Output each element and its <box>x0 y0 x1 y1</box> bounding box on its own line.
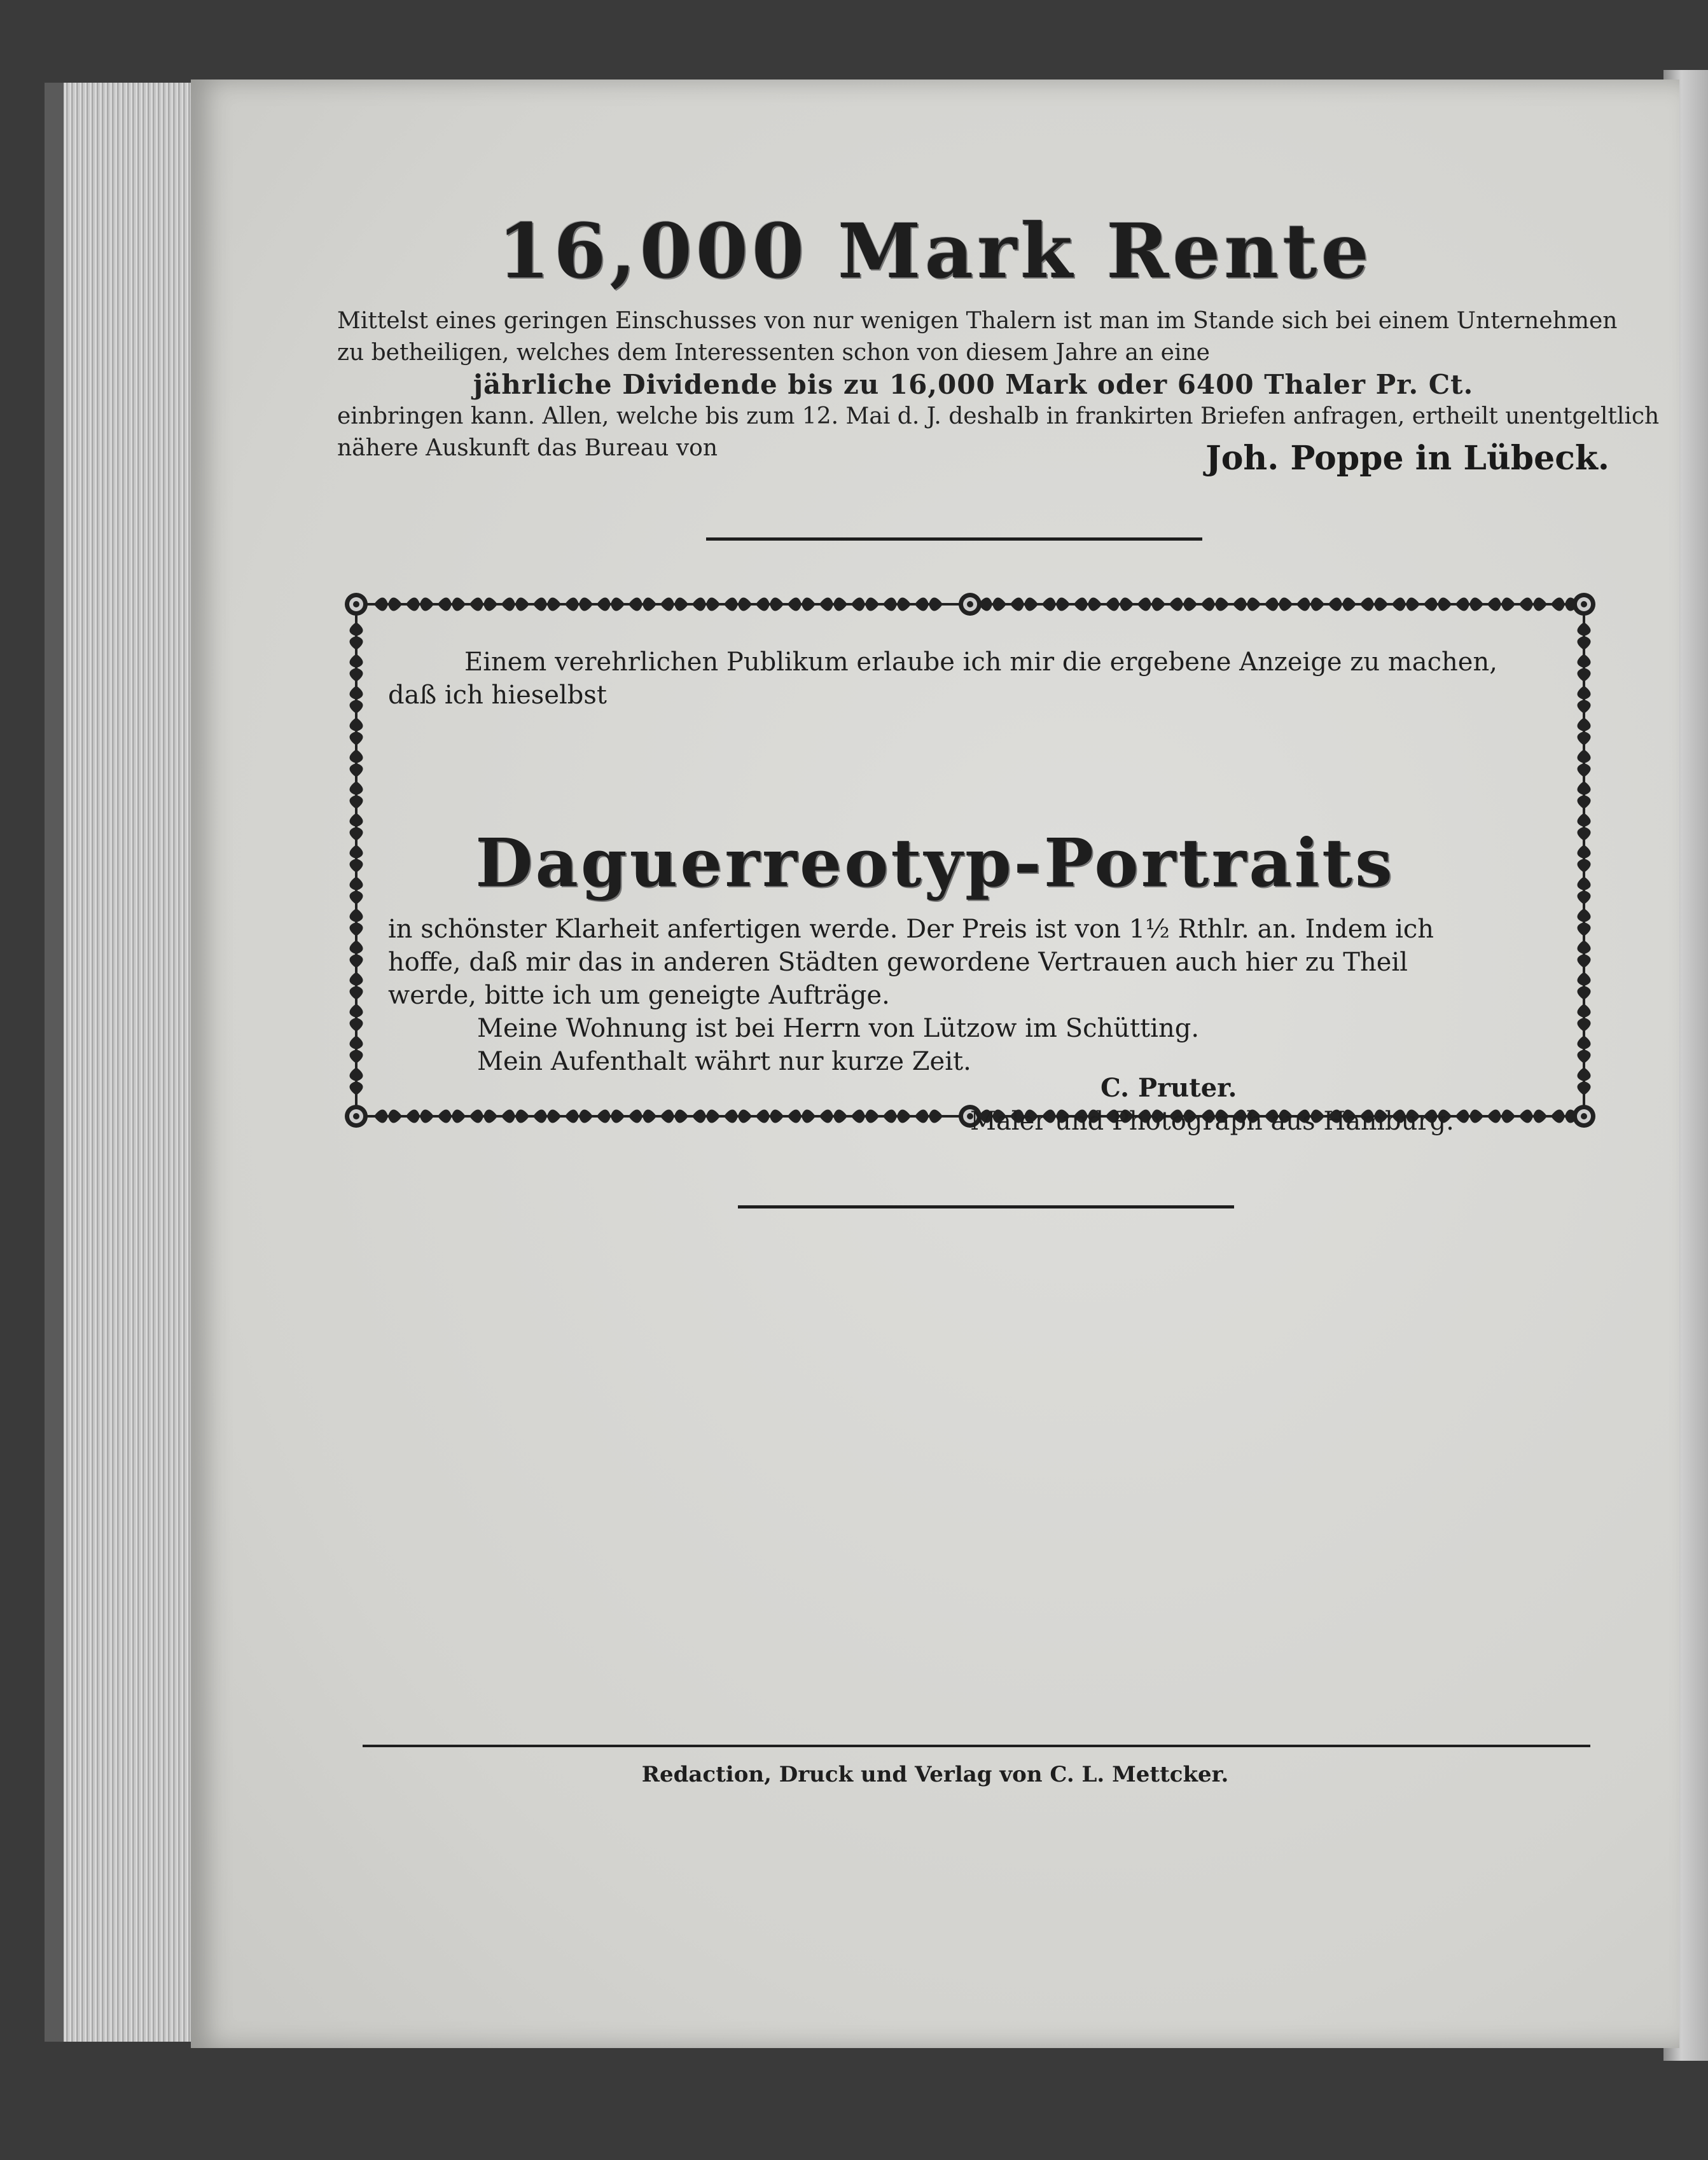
portrait-body <box>388 913 1533 1078</box>
rente-line: Mittelst eines geringen Einschusses von nur wenigen Thalern ist man im Stande sich bei einem Unternehmen <box>337 308 1618 334</box>
portrait-body-line: werde, bitte ich um geneigte Aufträge. <box>388 981 890 1010</box>
imprint-rule <box>363 1745 1590 1747</box>
rente-headline: 16,000 Mark Rente <box>497 207 1373 295</box>
portrait-signature-name: C. Pruter. <box>1100 1073 1237 1103</box>
portrait-intro-line: Einem verehrlichen Publikum erlaube ich mir die ergebene Anzeige zu machen, <box>464 647 1497 677</box>
divider-rule <box>706 537 1202 541</box>
portrait-intro-line: daß ich hieselbst <box>388 681 607 710</box>
rente-signature: Joh. Poppe in Lübeck. <box>1205 439 1609 478</box>
rente-line: nähere Auskunft das Bureau von <box>337 435 718 461</box>
rente-line: zu betheiligen, welches dem Interessenten schon von diesem Jahre an eine <box>337 340 1210 366</box>
rente-dividend-line: jährliche Dividende bis zu 16,000 Mark oder 6400 Thaler Pr. Ct. <box>473 369 1474 400</box>
portrait-intro <box>388 646 1609 712</box>
portrait-signature-title: Maler und Photograph aus Hamburg. <box>970 1107 1454 1136</box>
portrait-body-line: hoffe, daß mir das in anderen Städten gewordene Vertrauen auch hier zu Theil <box>388 948 1408 977</box>
portrait-body-line: Meine Wohnung ist bei Herrn von Lützow im Schütting. <box>477 1014 1200 1043</box>
imprint-line: Redaction, Druck und Verlag von C. L. Mettcker. <box>641 1762 1229 1787</box>
portrait-title: Daguerreotyp-Portraits <box>475 824 1395 902</box>
rente-line: einbringen kann. Allen, welche bis zum 12. Mai d. J. deshalb in frankirten Briefen anfragen, ertheilt unentgeltlich <box>337 403 1660 429</box>
portrait-body-line: Mein Aufenthalt währt nur kurze Zeit. <box>477 1047 971 1076</box>
book-page-edges <box>45 83 210 2042</box>
newspaper-page <box>191 80 1679 2048</box>
divider-rule <box>738 1205 1234 1208</box>
portrait-body-line: in schönster Klarheit anfertigen werde. Der Preis ist von 1½ Rthlr. an. Indem ich <box>388 915 1434 944</box>
